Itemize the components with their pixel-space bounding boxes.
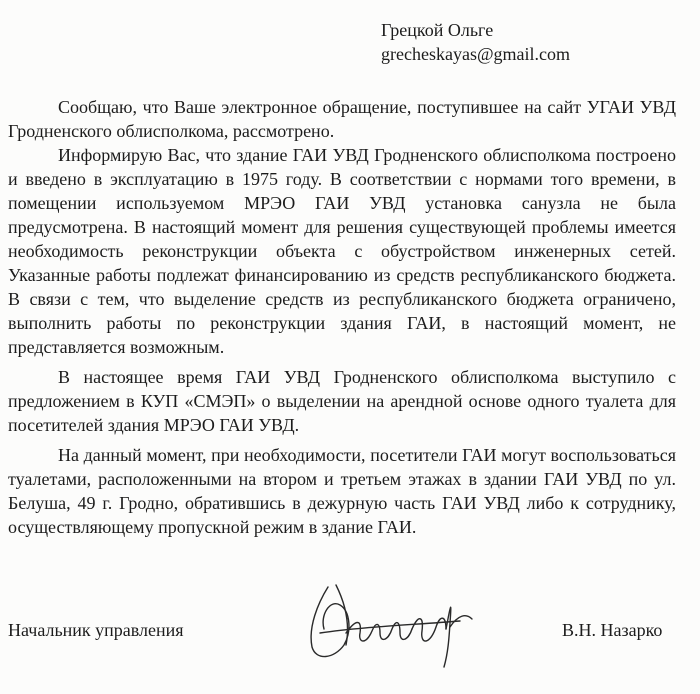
signatory-position: Начальник управления — [8, 620, 184, 640]
recipient-block — [381, 18, 681, 66]
paragraph-current-option: На данный момент, при необходимости, посетители ГАИ могут воспользоваться туалетами, расположенными на втором и третьем этажах в здании ГАИ УВД по ул. Белуша, 49 г. Гродно, обратившись в дежурную часть ГАИ УВД либо к сотруднику, осуществляющему пропускной режим в здание ГАИ. — [8, 445, 676, 537]
paragraph-building-info: Информирую Вас, что здание ГАИ УВД Гродненского облисполкома построено и введено в эксплуатацию в 1975 году. В соответствии с нормами того времени, в помещении используемом МРЭО ГАИ УВД установка санузла не была предусмотрена. В настоящий момент для решения существующей проблемы имеется необходимость реконструкции объекта с обустройством инженерных сетей. Указанные работы подлежат финансированию из средств республиканского бюджета. В связи с тем, что выделение средств из республиканского бюджета ограничено, выполнить работы по реконструкции здания ГАИ, в настоящий момент, не представляется возможным. — [8, 145, 676, 357]
handwritten-signature — [300, 575, 480, 675]
recipient-email: grecheskayas@gmail.com — [381, 44, 571, 64]
letter-body — [8, 95, 676, 539]
paragraph-notice: Сообщаю, что Ваше электронное обращение, поступившее на сайт УГАИ УВД Гродненского облисполкома, рассмотрено. — [8, 97, 676, 141]
paragraph-proposal: В настоящее время ГАИ УВД Гродненского облисполкома выступило с предложением в КУП «СМЭП» о выделении на арендной основе одного туалета для посетителей здания МРЭО ГАИ УВД. — [8, 367, 676, 435]
signatory-name: В.Н. Назарко — [562, 620, 663, 640]
recipient-name: Грецкой Ольге — [381, 20, 494, 40]
